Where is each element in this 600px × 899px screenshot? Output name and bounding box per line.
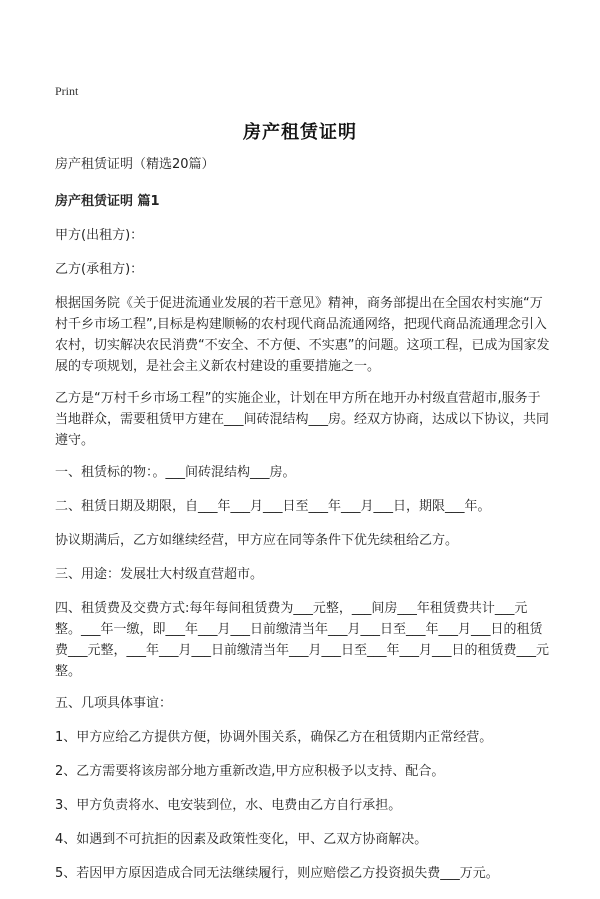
item-4: 4、如遇到不可抗拒的因素及政策性变化，甲、乙双方协商解决。	[55, 832, 428, 847]
clause-3: 三、用途：发展壮大村级直营超市。	[55, 567, 264, 582]
clause-1: 一、租赁标的物：。___间砖混结构___房。	[55, 465, 296, 480]
party-a-line: 甲方(出租方)：	[55, 228, 144, 243]
item-1: 1、甲方应给乙方提供方便，协调外围关系，确保乙方在租赁期内正常经营。	[55, 730, 493, 745]
document-subtitle: 房产租赁证明（精选20篇）	[55, 157, 215, 172]
print-link[interactable]: Print	[55, 84, 79, 98]
item-2: 2、乙方需要将该房部分地方重新改造,甲方应积极予以支持、配合。	[55, 764, 445, 779]
background-paragraph: 根据国务院《关于促进流通业发展的若干意见》精神，商务部提出在全国农村实施“万村千乡市场工程”,目标是构建顺畅的农村现代商品流通网络，把现代商品流通理念引入农村，切实解决农民消费“不安全、不方便、不实惠”的问题。这项工程，已成为国家发展的专项规划，是社会主义新农村建设的重要措施之一。	[55, 296, 550, 374]
clause-4: 四、租赁费及交费方式:每年每间租赁费为___元整，___间房___年租赁费共计___元整。___年一缴，即___年___月___日前缴清当年___月___日至___年___月___日的租赁费___元整，___年___月___日前缴清当年___月___日至___年___月___日的租赁费___元整。	[55, 601, 550, 679]
page-title: 房产租赁证明	[243, 122, 357, 143]
renewal-paragraph: 协议期满后，乙方如继续经营，甲方应在同等条件下优先续租给乙方。	[55, 533, 459, 548]
document-body	[55, 154, 550, 897]
intro-paragraph: 乙方是“万村千乡市场工程”的实施企业，计划在甲方所在地开办村级直营超市,服务于当地群众，需要租赁甲方建在___间砖混结构___房。经双方协商，达成以下协议，共同遵守。	[55, 391, 550, 448]
clause-5-heading: 五、几项具体事谊：	[55, 696, 173, 711]
party-b-line: 乙方(承租方)：	[55, 262, 144, 277]
clause-2: 二、租赁日期及期限，自___年___月___日至___年___月___日，期限___年。	[55, 499, 491, 514]
item-3: 3、甲方负责将水、电安装到位，水、电费由乙方自行承担。	[55, 798, 402, 813]
section-heading: 房产租赁证明 篇1	[55, 194, 160, 209]
item-5: 5、若因甲方原因造成合同无法继续履行，则应赔偿乙方投资损失费___万元。	[55, 866, 499, 881]
